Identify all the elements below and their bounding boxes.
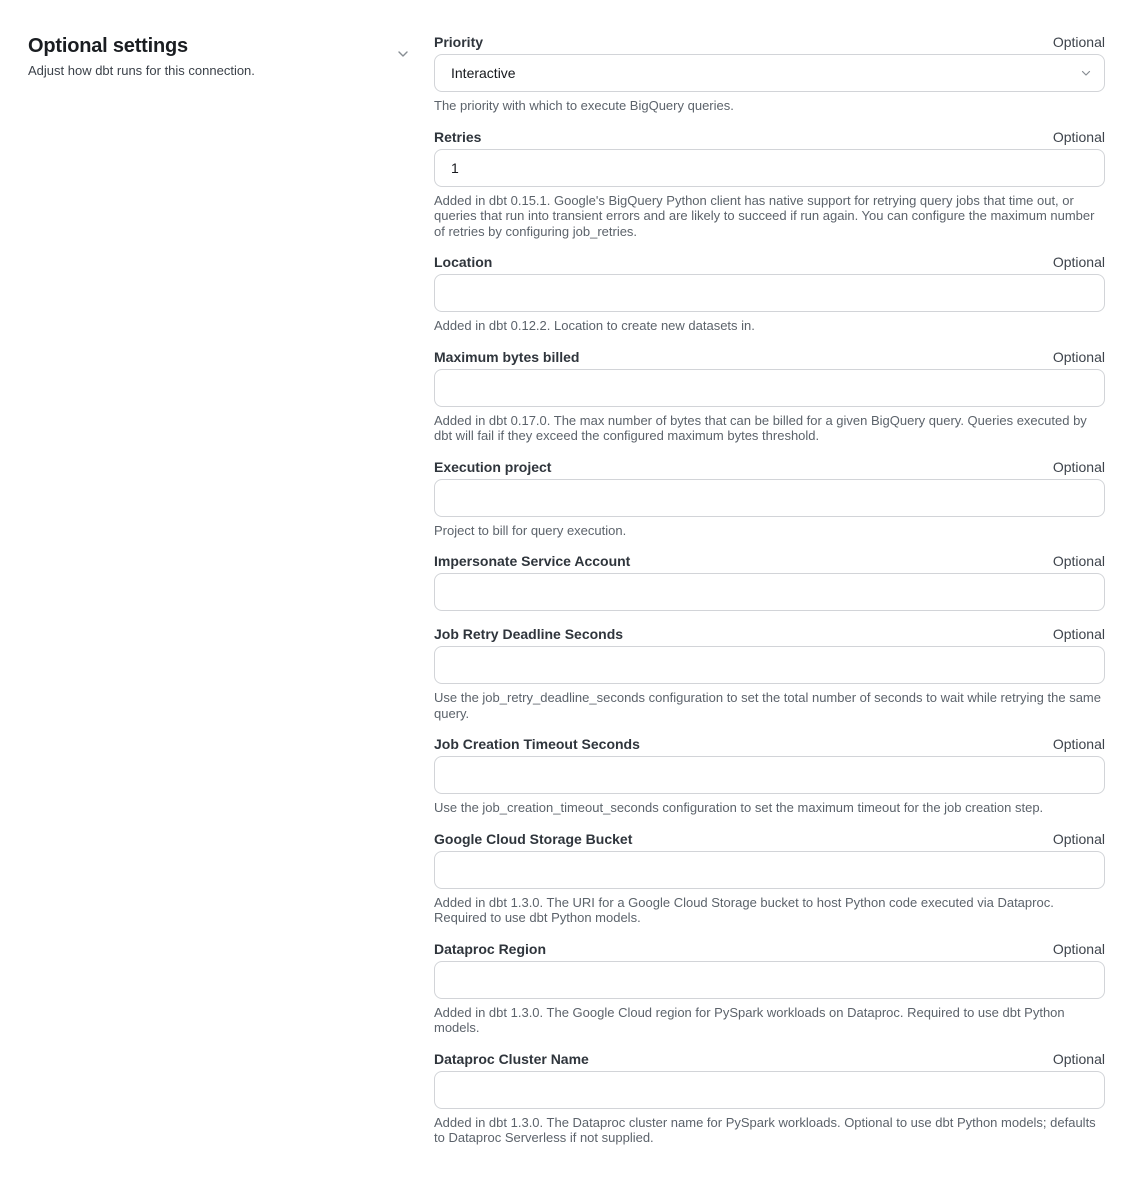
- section-subtitle: Adjust how dbt runs for this connection.: [28, 63, 255, 78]
- optional-badge: Optional: [1052, 348, 1105, 365]
- settings-form: [434, 34, 1105, 1161]
- input-location[interactable]: [434, 274, 1105, 312]
- input-dataproc-cluster-name[interactable]: [434, 1071, 1105, 1109]
- field-control: [434, 274, 1105, 312]
- input-maximum-bytes-billed[interactable]: [434, 369, 1105, 407]
- field-label: Dataproc Region: [434, 940, 547, 957]
- field-control: [434, 1071, 1105, 1109]
- optional-badge: Optional: [1052, 458, 1105, 475]
- field-control: [434, 369, 1105, 407]
- field-retries: [434, 129, 1105, 240]
- optional-badge: Optional: [1052, 736, 1105, 752]
- field-priority: [434, 34, 1105, 114]
- input-job-retry-deadline-seconds[interactable]: [434, 646, 1105, 684]
- field-header: [434, 1051, 1105, 1067]
- field-help-text: Use the job_retry_deadline_seconds configuration to set the total number of seconds to wait while retrying the same query.: [434, 690, 1101, 721]
- field-header: [434, 459, 1105, 475]
- field-header: [434, 553, 1105, 569]
- field-label: Impersonate Service Account: [434, 553, 631, 569]
- field-label: Location: [434, 254, 493, 270]
- field-location: [434, 254, 1105, 334]
- field-dataproc-cluster-name: [434, 1051, 1105, 1146]
- field-help-text: Project to bill for query execution.: [434, 522, 627, 538]
- field-execution-project: [434, 459, 1105, 539]
- field-help-text: Added in dbt 0.12.2. Location to create new datasets in.: [434, 318, 755, 333]
- field-control: [434, 851, 1105, 889]
- field-help-text: Use the job_creation_timeout_seconds configuration to set the maximum timeout for the job creation step.: [434, 800, 1044, 815]
- chevron-down-icon: [396, 47, 410, 61]
- field-header: [434, 34, 1105, 50]
- optional-badge: Optional: [1052, 34, 1105, 50]
- input-google-cloud-storage-bucket[interactable]: [434, 851, 1105, 889]
- field-help-text: Added in dbt 0.17.0. The max number of bytes that can be billed for a given BigQuery query. Queries executed by dbt will fail if they exceed the configured maximum bytes threshold.: [434, 412, 1087, 443]
- section-header-text: [28, 34, 255, 79]
- field-control: [434, 961, 1105, 999]
- field-header: [434, 736, 1105, 752]
- field-label: Retries: [434, 128, 482, 145]
- optional-badge: Optional: [1052, 940, 1105, 957]
- field-help-text: Added in dbt 1.3.0. The URI for a Google Cloud Storage bucket to host Python code executed via Dataproc. Required to use dbt Python models.: [434, 894, 1054, 925]
- input-job-creation-timeout-seconds[interactable]: [434, 756, 1105, 794]
- field-header: [434, 941, 1105, 957]
- input-dataproc-region[interactable]: [434, 961, 1105, 999]
- optional-badge: Optional: [1052, 626, 1105, 642]
- section-collapse-button[interactable]: [394, 45, 412, 63]
- field-control: [434, 756, 1105, 794]
- optional-badge: Optional: [1052, 1050, 1105, 1067]
- section-header: [28, 34, 434, 79]
- field-help-text: Added in dbt 1.3.0. The Google Cloud region for PySpark workloads on Dataproc. Required to use dbt Python models.: [434, 1004, 1065, 1035]
- field-maximum-bytes-billed: [434, 349, 1105, 444]
- field-help-text: The priority with which to execute BigQuery queries.: [434, 98, 734, 113]
- field-control: [434, 479, 1105, 517]
- input-retries[interactable]: [434, 149, 1105, 187]
- field-header: [434, 129, 1105, 145]
- page-title: Optional settings: [28, 35, 188, 57]
- field-label: Job Creation Timeout Seconds: [434, 736, 640, 752]
- optional-badge: Optional: [1052, 128, 1105, 145]
- field-header: [434, 349, 1105, 365]
- field-label: Execution project: [434, 458, 552, 475]
- field-label: Maximum bytes billed: [434, 348, 580, 365]
- field-label: Dataproc Cluster Name: [434, 1050, 589, 1067]
- field-control: [434, 149, 1105, 187]
- field-impersonate-service-account: [434, 553, 1105, 611]
- field-label: Job Retry Deadline Seconds: [434, 626, 624, 642]
- field-job-creation-timeout-seconds: [434, 736, 1105, 816]
- field-label: Google Cloud Storage Bucket: [434, 830, 633, 847]
- field-label: Priority: [434, 34, 484, 50]
- select-priority[interactable]: [434, 54, 1105, 92]
- field-header: [434, 831, 1105, 847]
- field-control: [434, 573, 1105, 611]
- field-header: [434, 626, 1105, 642]
- field-help-text: Added in dbt 0.15.1. Google's BigQuery Python client has native support for retrying query jobs that time out, or queries that run into transient errors and are likely to succeed if run again. You can configure the maximum number of retries by configuring job_retries.: [434, 192, 1095, 239]
- field-help-text: Added in dbt 1.3.0. The Dataproc cluster name for PySpark workloads. Optional to use dbt Python models; defaults to Dataproc Serverless if not supplied.: [434, 1114, 1096, 1145]
- input-impersonate-service-account[interactable]: [434, 573, 1105, 611]
- optional-badge: Optional: [1052, 254, 1105, 270]
- field-control: [434, 646, 1105, 684]
- optional-badge: Optional: [1052, 830, 1105, 847]
- input-execution-project[interactable]: [434, 479, 1105, 517]
- field-job-retry-deadline-seconds: [434, 626, 1105, 721]
- optional-badge: Optional: [1052, 553, 1105, 569]
- field-dataproc-region: [434, 941, 1105, 1036]
- field-control: [434, 54, 1105, 92]
- field-google-cloud-storage-bucket: [434, 831, 1105, 926]
- field-header: [434, 254, 1105, 270]
